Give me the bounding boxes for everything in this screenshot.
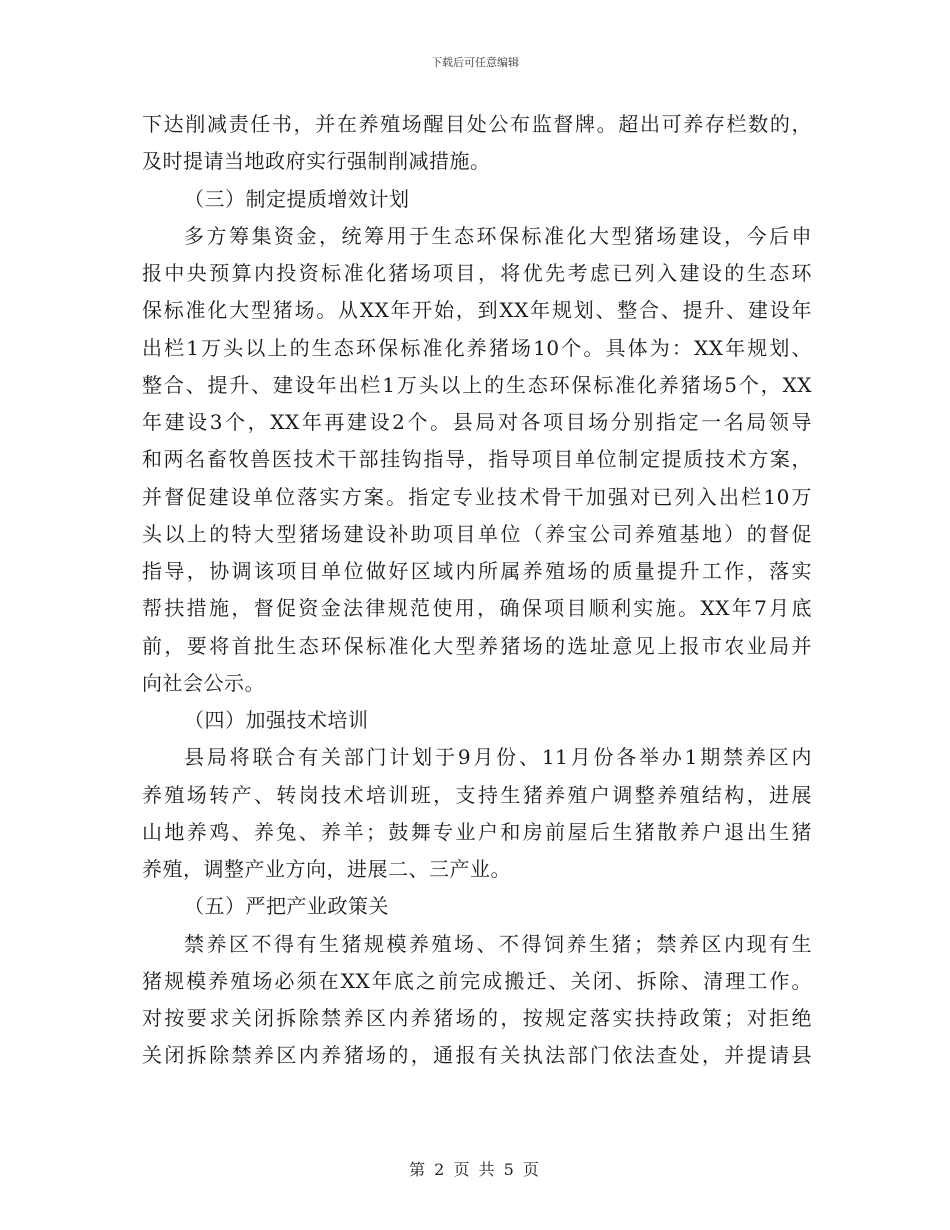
body-line: 养殖，调整产业方向，进展二、三产业。 <box>142 857 511 881</box>
body-line: 对按要求关闭拆除禁养区内养猪场的，按规定落实扶持政策；对拒绝 <box>142 1006 812 1030</box>
body-line: 并督促建设单位落实方案。指定专业技术骨干加强对已列入出栏10万 <box>142 484 812 509</box>
paragraph-first-line: 县局将联合有关部门计划于9月份、11月份各举办1期禁养区内 <box>184 745 812 770</box>
section-heading: （四）加强技术培训 <box>184 708 369 732</box>
section-heading: （五）严把产业政策关 <box>184 894 389 919</box>
body-line: 和两名畜牧兽医技术干部挂钩指导，指导项目单位制定提质技术方案， <box>142 447 812 472</box>
body-line: 关闭拆除禁养区内养猪场的，通报有关执法部门依法查处，并提请县 <box>142 1043 812 1068</box>
body-line: 猪规模养殖场必须在XX年底之前完成搬迁、关闭、拆除、清理工作。 <box>142 968 812 993</box>
section-heading: （三）制定提质增效计划 <box>184 186 410 211</box>
body-line: 前，要将首批生态环保标准化大型养猪场的选址意见上报市农业局并 <box>142 633 812 658</box>
paragraph-first-line: 禁养区不得有生猪规模养殖场、不得饲养生猪；禁养区内现有生 <box>184 931 812 956</box>
body-line: 帮扶措施，督促资金法律规范使用，确保项目顺利实施。XX年7月底 <box>142 596 812 621</box>
body-line: 下达削减责任书，并在养殖场醒目处公布监督牌。超出可养存栏数的， <box>142 112 812 136</box>
body-line: 报中央预算内投资标准化猪场项目，将优先考虑已列入建设的生态环 <box>142 261 812 285</box>
body-line: 指导，协调该项目单位做好区域内所属养殖场的质量提升工作，落实 <box>142 559 812 583</box>
body-line: 向社会公示。 <box>142 670 265 695</box>
body-line: 年建设3个，XX年再建设2个。县局对各项目场分别指定一名局领导 <box>142 410 812 434</box>
page-number: 第 2 页 共 5 页 <box>409 1160 541 1179</box>
page-header: 下载后可任意编辑 <box>431 56 519 69</box>
body-line: 及时提请当地政府实行强制削减措施。 <box>142 149 491 174</box>
body-line: 出栏1万头以上的生态环保标准化养猪场10个。具体为：XX年规划、 <box>142 335 812 360</box>
paragraph-first-line: 多方筹集资金，统筹用于生态环保标准化大型猪场建设，今后申 <box>184 223 812 248</box>
body-line: 头以上的特大型猪场建设补助项目单位（养宝公司养殖基地）的督促 <box>142 521 812 546</box>
body-line: 保标准化大型猪场。从XX年开始，到XX年规划、整合、提升、建设年 <box>142 298 812 323</box>
body-line: 山地养鸡、养兔、养羊；鼓舞专业户和房前屋后生猪散养户退出生猪 <box>142 819 812 844</box>
body-line: 养殖场转产、转岗技术培训班，支持生猪养殖户调整养殖结构，进展 <box>142 782 812 807</box>
body-line: 整合、提升、建设年出栏1万头以上的生态环保标准化养猪场5个，XX <box>142 372 812 397</box>
document-body <box>142 112 812 1081</box>
